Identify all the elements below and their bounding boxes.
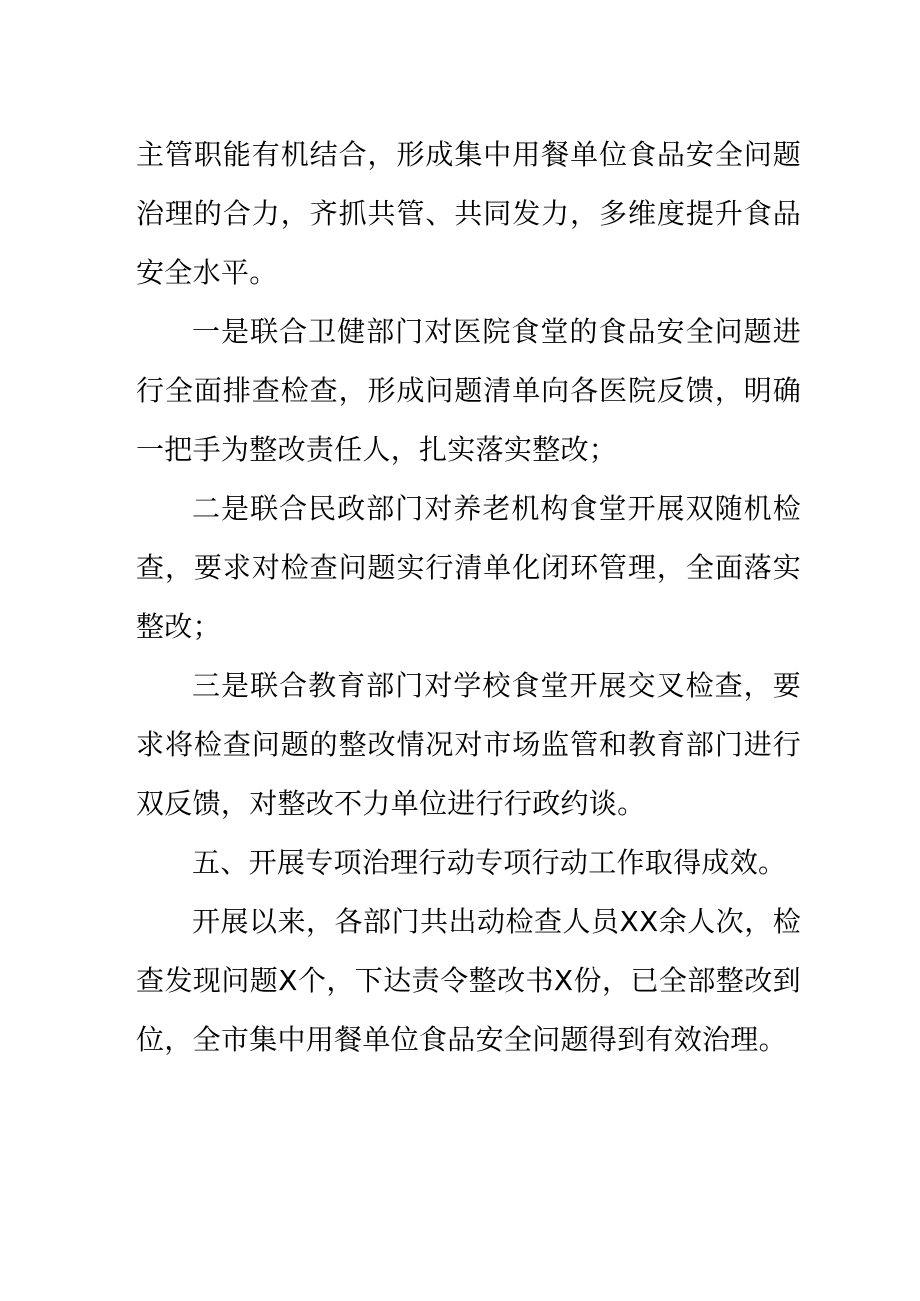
paragraph-4: 三是联合教育部门对学校食堂开展交叉检查，要求将检查问题的整改情况对市场监管和教育部门进行双反馈，对整改不力单位进行行政约谈。: [136, 669, 801, 820]
paragraph-5-heading: 五、开展专项治理行动专项行动工作取得成效。: [192, 846, 787, 879]
paragraph-6: 开展以来，各部门共出动检查人员XX余人次，检查发现问题X个，下达责令整改书X份，已全部整改到位，全市集中用餐单位食品安全问题得到有效治理。: [136, 905, 801, 1056]
paragraph-3: 二是联合民政部门对养老机构食堂开展双随机检查，要求对检查问题实行清单化闭环管理，全面落实整改；: [136, 492, 801, 643]
paragraph-1: 主管职能有机结合，形成集中用餐单位食品安全问题治理的合力，齐抓共管、共同发力，多维度提升食品安全水平。: [136, 138, 801, 289]
document-body: [136, 125, 801, 1069]
paragraph-2: 一是联合卫健部门对医院食堂的食品安全问题进行全面排查检查，形成问题清单向各医院反馈，明确一把手为整改责任人，扎实落实整改；: [136, 315, 801, 466]
